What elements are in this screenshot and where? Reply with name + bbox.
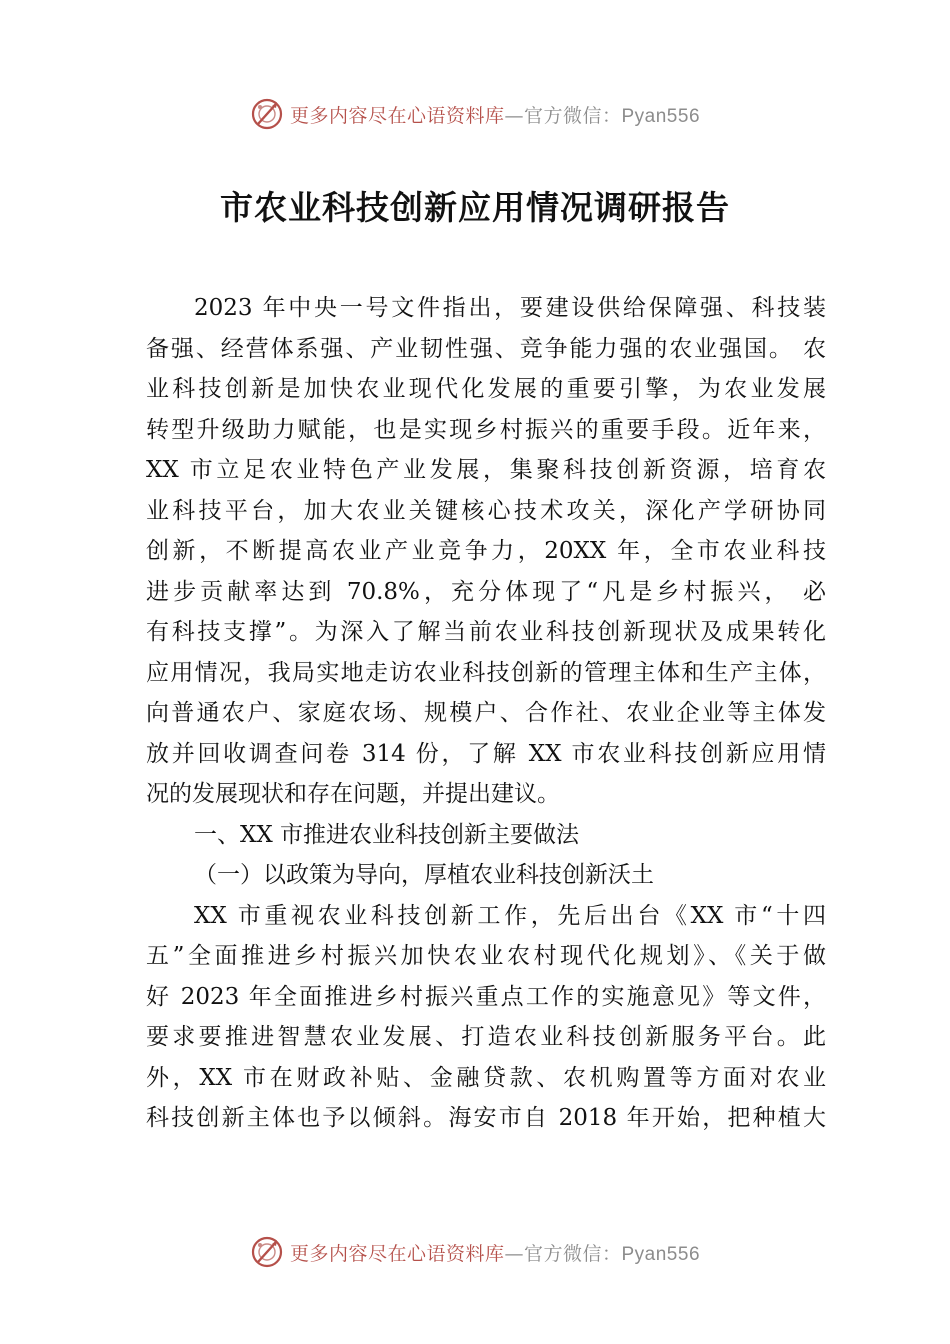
watermark-label: 官方微信： <box>523 1242 622 1265</box>
document-title: 市农业科技创新应用情况调研报告 <box>220 188 730 227</box>
watermark-wechat-id: Pyan556 <box>621 105 701 127</box>
text-line: 放并回收调查问卷 314 份，了解 XX 市农业科技创新应用情 <box>146 740 826 767</box>
text-line: 应用情况，我局实地走访农业科技创新的管理主体和生产主体， <box>146 659 826 686</box>
footer-watermark <box>0 1232 950 1272</box>
text-line: 创新，不断提高农业产业竞争力，20XX 年，全市农业科技 <box>146 538 826 564</box>
text-line: 进步贡献率达到 70.8%，充分体现了“凡是乡村振兴， 必 <box>146 578 826 605</box>
text-line: 业科技创新是加快农业现代化发展的重要引擎，为农业发展 <box>146 376 826 402</box>
text-line: 有科技支撑”。为深入了解当前农业科技创新现状及成果转化 <box>146 619 826 645</box>
text-line: XX 市重视农业科技创新工作，先后出台《XX 市“十四 <box>194 902 826 929</box>
text-line: 好 2023 年全面推进乡村振兴重点工作的实施意见》等文件， <box>146 983 826 1010</box>
text-line: 2023 年中央一号文件指出，要建设供给保障强、科技装 <box>194 295 826 321</box>
text-line: 转型升级助力赋能，也是实现乡村振兴的重要手段。近年来， <box>146 416 826 443</box>
text-line: 科技创新主体也予以倾斜。海安市自 2018 年开始，把种植大 <box>146 1105 826 1131</box>
watermark-brand: 更多内容尽在心语资料库 <box>289 1242 505 1265</box>
text-line: XX 市立足农业特色产业发展，集聚科技创新资源，培育农 <box>146 457 826 483</box>
watermark-brand: 更多内容尽在心语资料库 <box>289 104 505 127</box>
watermark-wechat-id: Pyan556 <box>621 1243 701 1265</box>
watermark-dash: — <box>504 104 524 127</box>
document-body <box>146 288 826 1139</box>
text-line: 五”全面推进乡村振兴加快农业农村现代化规划》、《关于做 <box>146 943 826 969</box>
text-line: 况的发展现状和存在问题，并提出建议。 <box>146 781 560 807</box>
brand-logo-icon <box>250 97 284 131</box>
watermark-text <box>290 101 700 128</box>
section-heading: （一）以政策为导向，厚植农业科技创新沃土 <box>194 862 654 888</box>
watermark-label: 官方微信： <box>523 104 622 127</box>
text-line: 备强、经营体系强、产业韧性强、竞争能力强的农业强国。 农 <box>146 335 826 362</box>
watermark-dash: — <box>504 1242 524 1265</box>
header-watermark <box>0 94 950 134</box>
text-line: 要求要推进智慧农业发展、打造农业科技创新服务平台。此 <box>146 1024 826 1050</box>
text-line: 业科技平台，加大农业关键核心技术攻关，深化产学研协同 <box>146 497 826 524</box>
section-heading: 一、XX 市推进农业科技创新主要做法 <box>194 821 580 848</box>
text-line: 向普通农户、家庭农场、规模户、合作社、农业企业等主体发 <box>146 700 826 726</box>
brand-logo-icon <box>250 1235 284 1269</box>
text-line: 外，XX 市在财政补贴、金融贷款、农机购置等方面对农业 <box>146 1064 826 1091</box>
watermark-text <box>290 1239 700 1266</box>
